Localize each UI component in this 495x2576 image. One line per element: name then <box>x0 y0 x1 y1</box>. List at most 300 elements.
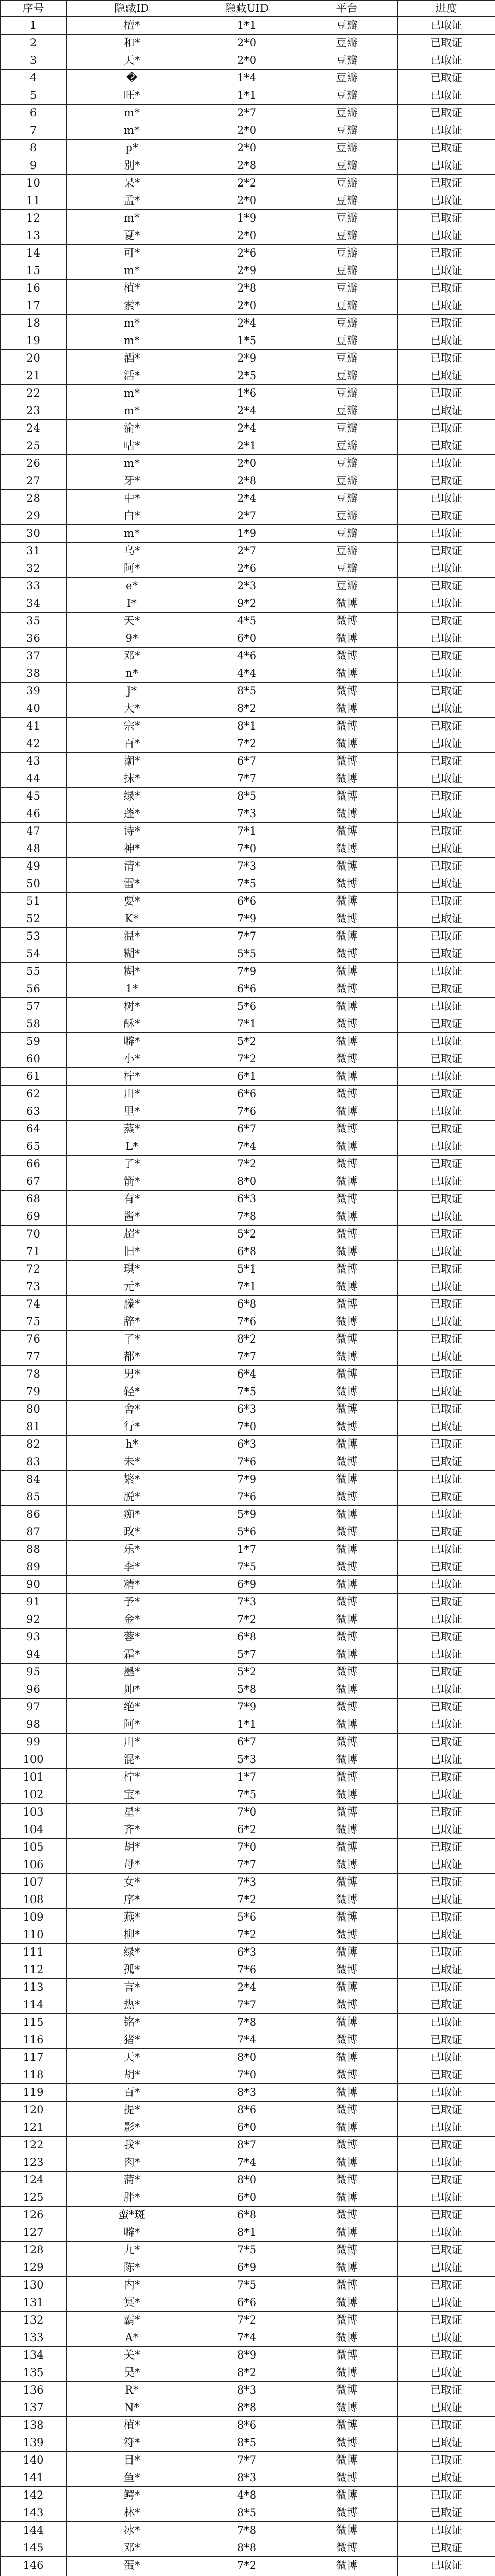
cell-platform: 微博 <box>296 1418 398 1436</box>
table-row <box>1 2487 495 2504</box>
cell-progress: 已取证 <box>398 1961 495 1979</box>
table-row <box>1 1191 495 1208</box>
cell-serial-number: 32 <box>1 560 67 578</box>
cell-hidden-uid: 7*8 <box>197 2522 296 2539</box>
table-row <box>1 928 495 945</box>
table-row <box>1 1453 495 1471</box>
cell-progress: 已取证 <box>398 1121 495 1138</box>
cell-serial-number: 80 <box>1 1401 67 1418</box>
cell-hidden-uid: 7*7 <box>197 1996 296 2014</box>
table-row <box>1 858 495 875</box>
cell-hidden-id: 行* <box>67 1418 197 1436</box>
table-row <box>1 350 495 367</box>
cell-serial-number: 104 <box>1 1821 67 1839</box>
cell-progress: 已取证 <box>398 2347 495 2364</box>
table-row <box>1 1594 495 1611</box>
cell-platform: 微博 <box>296 928 398 945</box>
cell-progress: 已取证 <box>398 2102 495 2119</box>
cell-serial-number: 119 <box>1 2084 67 2102</box>
cell-progress: 已取证 <box>398 2522 495 2539</box>
table-row <box>1 1050 495 1068</box>
cell-hidden-id: 噼* <box>67 2224 197 2242</box>
cell-serial-number: 59 <box>1 1033 67 1050</box>
cell-hidden-id: 胡* <box>67 2066 197 2084</box>
cell-platform: 微博 <box>296 2399 398 2417</box>
table-row <box>1 2066 495 2084</box>
cell-platform: 微博 <box>296 1243 398 1261</box>
cell-platform: 微博 <box>296 613 398 630</box>
header-progress: 进度 <box>398 1 495 17</box>
cell-serial-number: 144 <box>1 2522 67 2539</box>
cell-hidden-uid: 5*3 <box>197 1751 296 1769</box>
cell-hidden-uid: 2*5 <box>197 367 296 385</box>
cell-serial-number: 34 <box>1 595 67 613</box>
cell-platform: 微博 <box>296 1191 398 1208</box>
cell-serial-number: 43 <box>1 753 67 770</box>
cell-hidden-id: 阿* <box>67 560 197 578</box>
cell-platform: 微博 <box>296 1068 398 1086</box>
cell-hidden-id: 酥* <box>67 1015 197 1033</box>
cell-progress: 已取证 <box>398 613 495 630</box>
cell-platform: 微博 <box>296 2084 398 2102</box>
cell-progress: 已取证 <box>398 875 495 893</box>
cell-hidden-uid: 7*2 <box>197 1926 296 1944</box>
cell-platform: 豆瓣 <box>296 507 398 525</box>
cell-hidden-id: 墨* <box>67 1664 197 1681</box>
cell-progress: 已取证 <box>398 595 495 613</box>
cell-platform: 微博 <box>296 1541 398 1558</box>
cell-serial-number: 65 <box>1 1138 67 1156</box>
cell-serial-number: 87 <box>1 1523 67 1541</box>
table-row <box>1 2189 495 2207</box>
cell-platform: 微博 <box>296 700 398 718</box>
cell-progress: 已取证 <box>398 945 495 963</box>
table-row <box>1 1156 495 1173</box>
cell-hidden-uid: 8*7 <box>197 2137 296 2154</box>
cell-platform: 微博 <box>296 910 398 928</box>
cell-hidden-uid: 6*0 <box>197 2119 296 2137</box>
cell-platform: 微博 <box>296 858 398 875</box>
cell-hidden-uid: 4*5 <box>197 613 296 630</box>
cell-platform: 豆瓣 <box>296 367 398 385</box>
cell-platform: 微博 <box>296 2312 398 2329</box>
cell-progress: 已取证 <box>398 2154 495 2172</box>
cell-platform: 微博 <box>296 893 398 910</box>
cell-hidden-id: p* <box>67 140 197 157</box>
cell-serial-number: 9 <box>1 157 67 175</box>
cell-platform: 微博 <box>296 945 398 963</box>
cell-hidden-uid: 8*5 <box>197 788 296 805</box>
table-row <box>1 175 495 192</box>
table-row <box>1 1103 495 1121</box>
cell-progress: 已取证 <box>398 1611 495 1629</box>
cell-hidden-id: 百* <box>67 735 197 753</box>
cell-hidden-id: 旧* <box>67 1243 197 1261</box>
cell-hidden-uid: 2*8 <box>197 157 296 175</box>
table-row <box>1 2557 495 2574</box>
table-row <box>1 840 495 858</box>
cell-serial-number: 25 <box>1 437 67 455</box>
cell-hidden-id: m* <box>67 455 197 472</box>
table-row <box>1 1243 495 1261</box>
table-row <box>1 2049 495 2066</box>
cell-progress: 已取证 <box>398 1173 495 1191</box>
cell-serial-number: 52 <box>1 910 67 928</box>
table-row <box>1 753 495 770</box>
cell-hidden-uid: 7*5 <box>197 2277 296 2294</box>
cell-progress: 已取证 <box>398 280 495 297</box>
cell-progress: 已取证 <box>398 683 495 700</box>
cell-progress: 已取证 <box>398 35 495 52</box>
table-row <box>1 1138 495 1156</box>
table-row <box>1 1926 495 1944</box>
cell-hidden-id: 渝* <box>67 420 197 437</box>
cell-hidden-uid: 8*6 <box>197 2417 296 2434</box>
cell-hidden-id: 政* <box>67 1523 197 1541</box>
cell-serial-number: 100 <box>1 1751 67 1769</box>
table-row <box>1 1418 495 1436</box>
cell-platform: 微博 <box>296 963 398 980</box>
cell-progress: 已取证 <box>398 367 495 385</box>
table-row <box>1 1015 495 1033</box>
cell-serial-number: 58 <box>1 1015 67 1033</box>
cell-platform: 微博 <box>296 998 398 1015</box>
cell-progress: 已取证 <box>398 1261 495 1278</box>
cell-hidden-id: 川* <box>67 1734 197 1751</box>
cell-hidden-uid: 2*2 <box>197 175 296 192</box>
table-row <box>1 1769 495 1786</box>
cell-serial-number: 143 <box>1 2504 67 2522</box>
cell-serial-number: 117 <box>1 2049 67 2066</box>
table-row <box>1 2294 495 2312</box>
table-row <box>1 1541 495 1558</box>
table-row <box>1 17 495 35</box>
cell-hidden-uid: 6*0 <box>197 2189 296 2207</box>
cell-platform: 微博 <box>296 2382 398 2399</box>
cell-hidden-uid: 7*2 <box>197 1156 296 1173</box>
cell-progress: 已取证 <box>398 2364 495 2382</box>
table-row <box>1 1296 495 1313</box>
cell-hidden-uid: 2*0 <box>197 52 296 70</box>
cell-serial-number: 21 <box>1 367 67 385</box>
cell-serial-number: 120 <box>1 2102 67 2119</box>
table-row <box>1 805 495 823</box>
cell-progress: 已取证 <box>398 1646 495 1664</box>
table-row <box>1 1313 495 1331</box>
cell-hidden-id: 绿* <box>67 788 197 805</box>
table-row <box>1 2469 495 2487</box>
cell-hidden-uid: 1*7 <box>197 1541 296 1558</box>
table-row <box>1 2312 495 2329</box>
cell-platform: 微博 <box>296 1594 398 1611</box>
cell-serial-number: 44 <box>1 770 67 788</box>
cell-platform: 微博 <box>296 2102 398 2119</box>
table-row <box>1 700 495 718</box>
cell-hidden-uid: 8*3 <box>197 2084 296 2102</box>
cell-progress: 已取证 <box>398 2312 495 2329</box>
table-row <box>1 52 495 70</box>
cell-hidden-uid: 7*9 <box>197 1699 296 1716</box>
table-row <box>1 2382 495 2399</box>
cell-hidden-id: 有* <box>67 1191 197 1208</box>
cell-hidden-id: 酒* <box>67 350 197 367</box>
cell-hidden-id: 符* <box>67 2434 197 2452</box>
cell-platform: 微博 <box>296 1226 398 1243</box>
cell-progress: 已取证 <box>398 2049 495 2066</box>
table-row <box>1 245 495 262</box>
cell-serial-number: 125 <box>1 2189 67 2207</box>
header-hidden-uid: 隐藏UID <box>197 1 296 17</box>
cell-serial-number: 98 <box>1 1716 67 1734</box>
cell-serial-number: 35 <box>1 613 67 630</box>
cell-progress: 已取证 <box>398 1278 495 1296</box>
cell-serial-number: 132 <box>1 2312 67 2329</box>
cell-hidden-uid: 5*6 <box>197 998 296 1015</box>
cell-serial-number: 79 <box>1 1383 67 1401</box>
cell-hidden-id: 活* <box>67 367 197 385</box>
cell-serial-number: 42 <box>1 735 67 753</box>
cell-serial-number: 102 <box>1 1786 67 1804</box>
table-body <box>1 17 495 2576</box>
cell-platform: 微博 <box>296 2259 398 2277</box>
cell-progress: 已取证 <box>398 245 495 262</box>
cell-hidden-id: 大* <box>67 700 197 718</box>
cell-hidden-uid: 7*5 <box>197 875 296 893</box>
cell-hidden-uid: 1*7 <box>197 1769 296 1786</box>
table-row <box>1 2119 495 2137</box>
cell-progress: 已取证 <box>398 1331 495 1348</box>
cell-serial-number: 109 <box>1 1909 67 1926</box>
cell-progress: 已取证 <box>398 420 495 437</box>
table-row <box>1 420 495 437</box>
cell-hidden-uid: 7*2 <box>197 2557 296 2574</box>
cell-progress: 已取证 <box>398 1874 495 1891</box>
table-row <box>1 1699 495 1716</box>
cell-progress: 已取证 <box>398 507 495 525</box>
cell-hidden-uid: 7*6 <box>197 1453 296 1471</box>
table-row <box>1 280 495 297</box>
cell-hidden-id: 要* <box>67 893 197 910</box>
cell-serial-number: 89 <box>1 1558 67 1576</box>
table-row <box>1 2014 495 2031</box>
cell-hidden-id: m* <box>67 332 197 350</box>
cell-serial-number: 47 <box>1 823 67 840</box>
cell-progress: 已取证 <box>398 1944 495 1961</box>
cell-progress: 已取证 <box>398 1243 495 1261</box>
cell-platform: 豆瓣 <box>296 525 398 543</box>
cell-serial-number: 30 <box>1 525 67 543</box>
table-row <box>1 665 495 683</box>
cell-progress: 已取证 <box>398 262 495 280</box>
cell-hidden-id: 影* <box>67 2119 197 2137</box>
cell-progress: 已取证 <box>398 315 495 332</box>
table-row <box>1 402 495 420</box>
cell-serial-number: 82 <box>1 1436 67 1453</box>
cell-hidden-id: 檀* <box>67 17 197 35</box>
cell-hidden-id: 绿* <box>67 1944 197 1961</box>
cell-platform: 微博 <box>296 2434 398 2452</box>
cell-progress: 已取证 <box>398 402 495 420</box>
cell-hidden-uid: 6*8 <box>197 1243 296 1261</box>
cell-platform: 微博 <box>296 1751 398 1769</box>
cell-hidden-uid: 7*2 <box>197 1891 296 1909</box>
cell-hidden-id: m* <box>67 385 197 402</box>
cell-hidden-uid: 7*2 <box>197 1611 296 1629</box>
cell-hidden-uid: 6*8 <box>197 1296 296 1313</box>
table-row <box>1 893 495 910</box>
cell-serial-number: 10 <box>1 175 67 192</box>
cell-platform: 豆瓣 <box>296 297 398 315</box>
cell-hidden-uid: 8*5 <box>197 2504 296 2522</box>
cell-hidden-uid: 7*9 <box>197 910 296 928</box>
cell-progress: 已取证 <box>398 2119 495 2137</box>
cell-serial-number: 12 <box>1 210 67 227</box>
cell-serial-number: 72 <box>1 1261 67 1278</box>
cell-serial-number: 50 <box>1 875 67 893</box>
cell-progress: 已取证 <box>398 823 495 840</box>
cell-platform: 微博 <box>296 1208 398 1226</box>
cell-progress: 已取证 <box>398 490 495 507</box>
table-row <box>1 2347 495 2364</box>
cell-progress: 已取证 <box>398 1050 495 1068</box>
table-row <box>1 35 495 52</box>
cell-serial-number: 140 <box>1 2452 67 2469</box>
cell-progress: 已取证 <box>398 1681 495 1699</box>
cell-hidden-id: 乌* <box>67 543 197 560</box>
cell-platform: 微博 <box>296 1839 398 1856</box>
cell-platform: 豆瓣 <box>296 192 398 210</box>
cell-serial-number: 37 <box>1 648 67 665</box>
cell-hidden-uid: 8*2 <box>197 1331 296 1348</box>
cell-platform: 微博 <box>296 1401 398 1418</box>
table-row <box>1 1996 495 2014</box>
table-row <box>1 1173 495 1191</box>
cell-hidden-uid: 8*8 <box>197 2539 296 2557</box>
cell-hidden-uid: 7*0 <box>197 1839 296 1856</box>
cell-progress: 已取证 <box>398 1541 495 1558</box>
table-row <box>1 1734 495 1751</box>
cell-hidden-id: 舍* <box>67 1401 197 1418</box>
cell-serial-number: 128 <box>1 2242 67 2259</box>
cell-serial-number: 41 <box>1 718 67 735</box>
cell-hidden-id: m* <box>67 525 197 543</box>
cell-hidden-uid: 8*0 <box>197 2172 296 2189</box>
cell-progress: 已取证 <box>398 2014 495 2031</box>
cell-serial-number: 99 <box>1 1734 67 1751</box>
cell-serial-number: 20 <box>1 350 67 367</box>
cell-hidden-id: 九* <box>67 2242 197 2259</box>
cell-hidden-uid: 7*7 <box>197 770 296 788</box>
table-row <box>1 1278 495 1296</box>
cell-hidden-id: m* <box>67 105 197 122</box>
cell-progress: 已取证 <box>398 2382 495 2399</box>
cell-hidden-id: 温* <box>67 928 197 945</box>
cell-progress: 已取证 <box>398 2242 495 2259</box>
cell-hidden-uid: 6*3 <box>197 1191 296 1208</box>
cell-platform: 微博 <box>296 1313 398 1331</box>
cell-hidden-id: 乐* <box>67 1541 197 1558</box>
cell-platform: 微博 <box>296 875 398 893</box>
cell-hidden-id: 诗* <box>67 823 197 840</box>
cell-hidden-id: R* <box>67 2382 197 2399</box>
cell-hidden-id: 琪* <box>67 1261 197 1278</box>
cell-serial-number: 40 <box>1 700 67 718</box>
cell-hidden-id <box>67 2574 197 2576</box>
table-row <box>1 2504 495 2522</box>
cell-platform: 豆瓣 <box>296 140 398 157</box>
cell-serial-number: 115 <box>1 2014 67 2031</box>
cell-platform: 微博 <box>296 1646 398 1664</box>
cell-platform: 豆瓣 <box>296 472 398 490</box>
cell-progress: 已取证 <box>398 753 495 770</box>
header-serial-number: 序号 <box>1 1 67 17</box>
cell-hidden-id: L* <box>67 1138 197 1156</box>
cell-serial-number: 3 <box>1 52 67 70</box>
cell-serial-number: 94 <box>1 1646 67 1664</box>
cell-hidden-uid: 2*0 <box>197 35 296 52</box>
cell-serial-number: 39 <box>1 683 67 700</box>
cell-hidden-id: 冰* <box>67 2522 197 2539</box>
cell-platform: 微博 <box>296 1979 398 1996</box>
cell-progress: 已取证 <box>398 1366 495 1383</box>
cell-progress: 已取证 <box>398 2224 495 2242</box>
cell-progress: 已取证 <box>398 2504 495 2522</box>
cell-hidden-uid: 7*6 <box>197 1313 296 1331</box>
cell-hidden-id: 了* <box>67 1331 197 1348</box>
cell-hidden-uid: 2*0 <box>197 122 296 140</box>
cell-hidden-id: 胡* <box>67 1839 197 1856</box>
cell-platform: 豆瓣 <box>296 578 398 595</box>
cell-hidden-uid: 7*7 <box>197 928 296 945</box>
table-row <box>1 1226 495 1243</box>
table-row <box>1 718 495 735</box>
cell-hidden-id: J* <box>67 683 197 700</box>
cell-hidden-id: 别* <box>67 157 197 175</box>
cell-serial-number: 123 <box>1 2154 67 2172</box>
cell-progress: 已取证 <box>398 1488 495 1506</box>
cell-serial-number: 22 <box>1 385 67 402</box>
cell-serial-number: 81 <box>1 1418 67 1436</box>
cell-progress: 已取证 <box>398 770 495 788</box>
cell-platform: 豆瓣 <box>296 420 398 437</box>
cell-serial-number: 121 <box>1 2119 67 2137</box>
cell-hidden-uid: 7*9 <box>197 1471 296 1488</box>
cell-platform: 微博 <box>296 1716 398 1734</box>
table-row <box>1 2574 495 2576</box>
table-row <box>1 2137 495 2154</box>
cell-progress: 已取证 <box>398 2452 495 2469</box>
cell-serial-number: 113 <box>1 1979 67 1996</box>
cell-serial-number: 46 <box>1 805 67 823</box>
cell-platform: 微博 <box>296 1664 398 1681</box>
cell-hidden-uid: 2*0 <box>197 140 296 157</box>
cell-platform: 豆瓣 <box>296 122 398 140</box>
cell-platform: 微博 <box>296 1699 398 1716</box>
cell-hidden-id: 未* <box>67 1453 197 1471</box>
cell-progress: 已取证 <box>398 1208 495 1226</box>
cell-hidden-id: 牙* <box>67 472 197 490</box>
cell-serial-number: 1 <box>1 17 67 35</box>
cell-hidden-id: 树* <box>67 998 197 1015</box>
cell-progress: 已取证 <box>398 2434 495 2452</box>
cell-hidden-uid: 6*4 <box>197 1366 296 1383</box>
cell-hidden-id: 热* <box>67 1996 197 2014</box>
cell-platform: 微博 <box>296 735 398 753</box>
cell-hidden-uid: 7*6 <box>197 1103 296 1121</box>
cell-platform: 微博 <box>296 840 398 858</box>
cell-hidden-uid: 7*0 <box>197 840 296 858</box>
cell-hidden-id: 宝* <box>67 1786 197 1804</box>
